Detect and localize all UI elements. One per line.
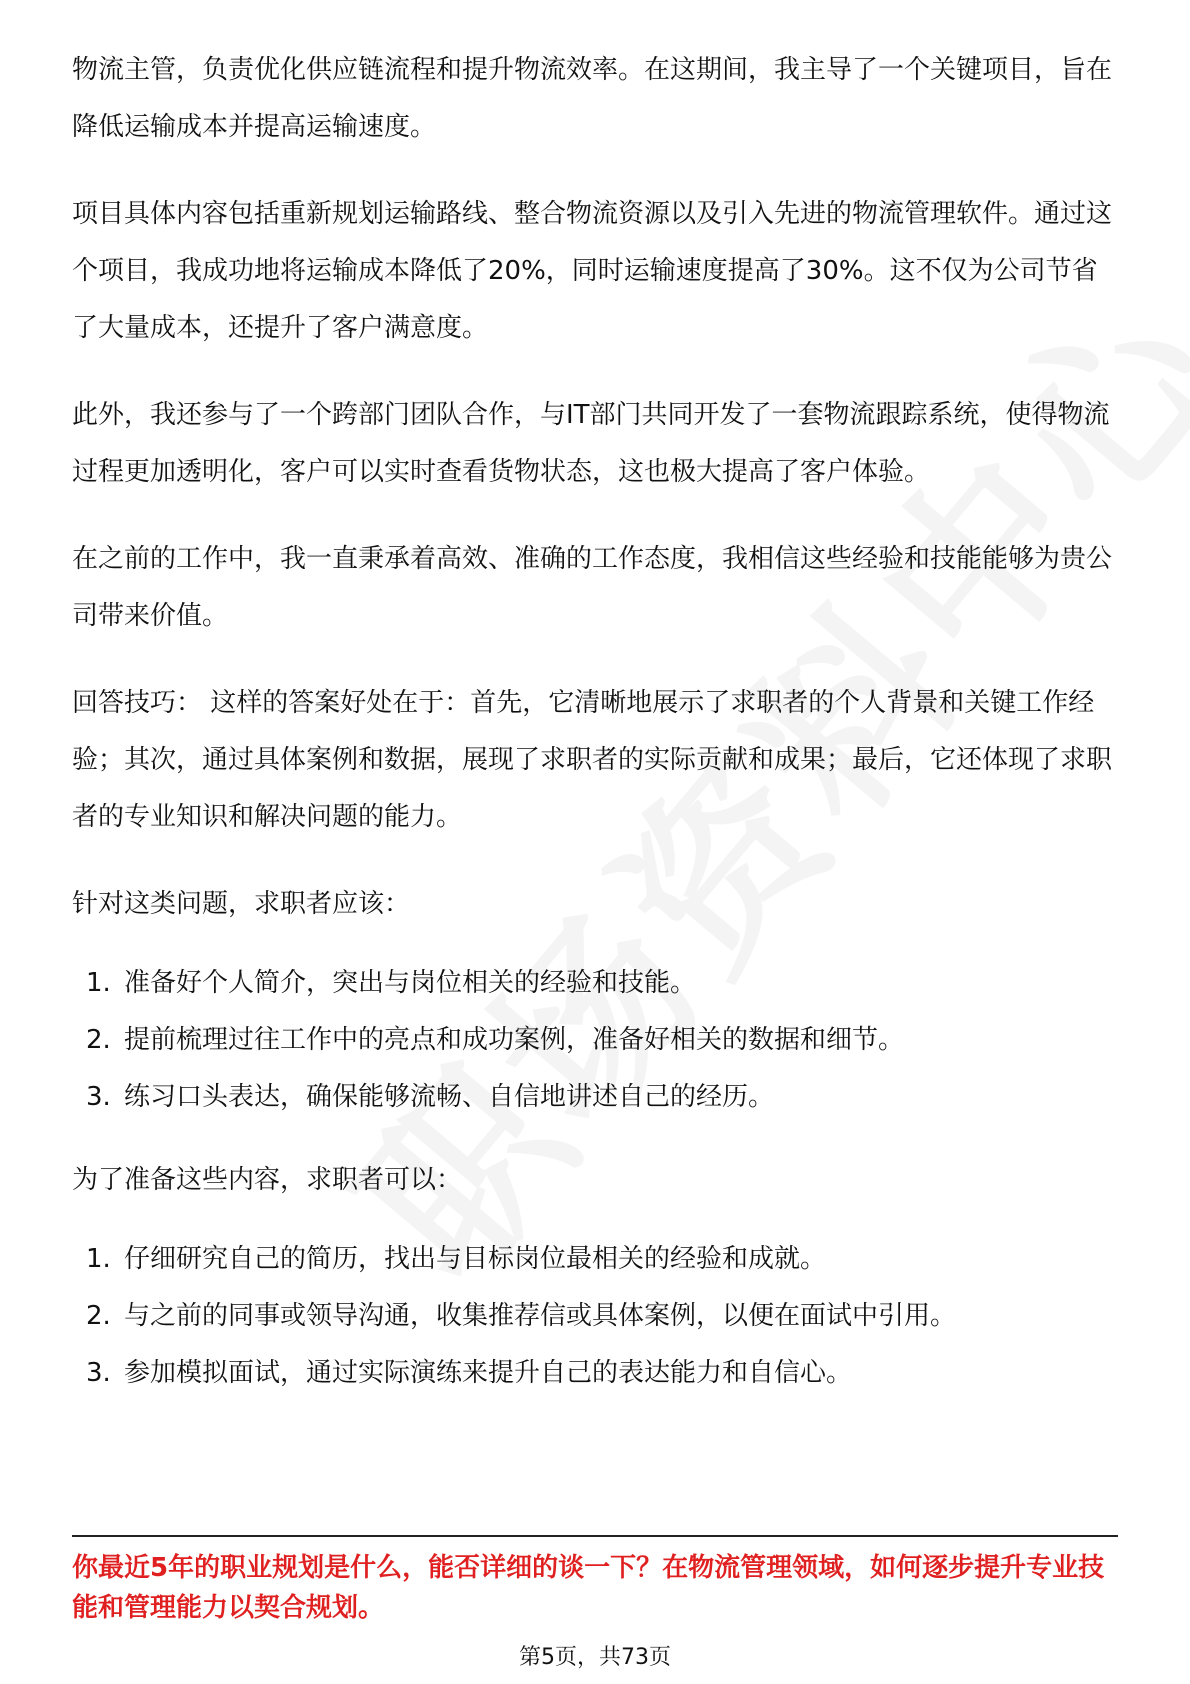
list-item: 1. 准备好个人简介，突出与岗位相关的经验和技能。	[86, 968, 697, 998]
list-item: 2. 与之前的同事或领导沟通，收集推荐信或具体案例，以便在面试中引用。	[86, 1301, 957, 1331]
list-item: 2. 提前梳理过往工作中的亮点和成功案例，准备好相关的数据和细节。	[86, 1025, 905, 1055]
paragraph-prepare: 为了准备这些内容，求职者可以：	[72, 1165, 463, 1195]
next-question-heading: 你最近5年的职业规划是什么，能否详细的谈一下？在物流管理领域，如何逐步提升专业技能和管理能力以契合规划。	[72, 1553, 1105, 1623]
document-body	[72, 42, 1118, 1428]
paragraph-should-do: 针对这类问题，求职者应该：	[72, 889, 411, 919]
page-number: 第5页，共73页	[519, 1645, 671, 1670]
paragraph-cross-team: 此外，我还参与了一个跨部门团队合作，与IT部门共同开发了一套物流跟踪系统，使得物流过程更加透明化，客户可以实时查看货物状态，这也极大提高了客户体验。	[72, 400, 1110, 487]
paragraph-logistics-supervisor: 物流主管，负责优化供应链流程和提升物流效率。在这期间，我主导了一个关键项目，旨在降低运输成本并提高运输速度。	[72, 55, 1113, 142]
divider	[72, 1535, 1118, 1537]
should-do-list	[72, 955, 1118, 1126]
list-item: 1. 仔细研究自己的简历，找出与目标岗位最相关的经验和成就。	[86, 1244, 827, 1274]
paragraph-work-attitude: 在之前的工作中，我一直秉承着高效、准确的工作态度，我相信这些经验和技能能够为贵公司带来价值。	[72, 544, 1113, 631]
list-item: 3. 练习口头表达，确保能够流畅、自信地讲述自己的经历。	[86, 1082, 775, 1112]
paragraph-answer-tips: 回答技巧： 这样的答案好处在于：首先，它清晰地展示了求职者的个人背景和关键工作经验；其次，通过具体案例和数据，展现了求职者的实际贡献和成果；最后，它还体现了求职者的专业知识和解决问题的能力。	[72, 688, 1113, 832]
list-item: 3. 参加模拟面试，通过实际演练来提升自己的表达能力和自信心。	[86, 1358, 853, 1388]
paragraph-project-details: 项目具体内容包括重新规划运输路线、整合物流资源以及引入先进的物流管理软件。通过这个项目，我成功地将运输成本降低了20%，同时运输速度提高了30%。这不仅为公司节省了大量成本，还提升了客户满意度。	[72, 199, 1113, 343]
prepare-list	[72, 1231, 1118, 1402]
